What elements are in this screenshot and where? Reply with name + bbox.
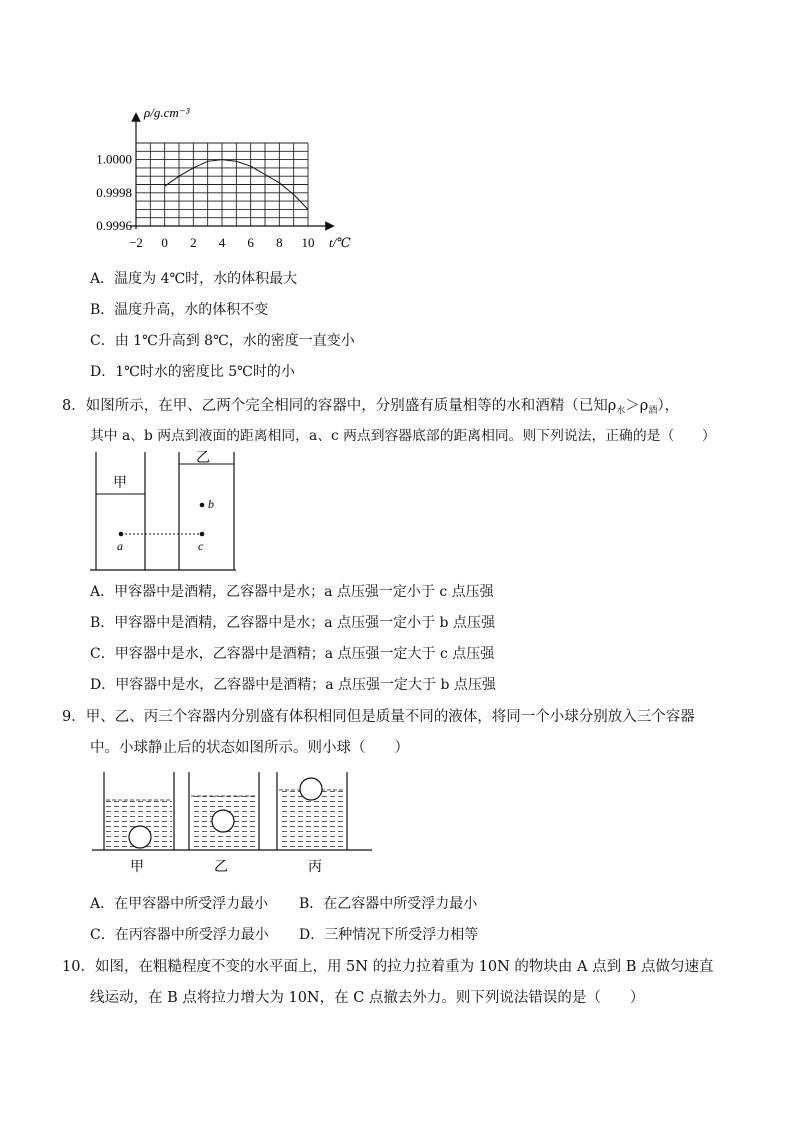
container-yi-label: 乙	[196, 451, 210, 466]
chart-grid	[136, 143, 308, 226]
x-tick-label: 4	[218, 235, 226, 250]
q10-stem-line2: 线运动，在 B 点将拉力增大为 10N，在 C 点撤去外力。则下列说法错误的是（ ）	[90, 990, 645, 1006]
x-axis-label: t/℃	[329, 235, 351, 250]
container-yi-label: 乙	[214, 860, 228, 875]
q7-option-d[interactable]: D．1℃时水的密度比 5℃时的小	[90, 364, 295, 380]
q8-stem-line2: 其中 a、b 两点到液面的距离相同，a、c 两点到容器底部的距离相同。则下列说法，正确的是（ ）	[90, 428, 716, 444]
q10-stem-line1: 10．如图，在粗糙程度不变的水平面上，用 5N 的拉力拉着重为 10N 的物块由 A 点到 B 点做匀速直	[62, 959, 714, 975]
point-c-label: c	[198, 539, 204, 553]
q9-option-b[interactable]: B．在乙容器中所受浮力最小	[299, 896, 478, 912]
y-tick-label: 0.9996	[96, 218, 132, 233]
q7-option-b[interactable]: B．温度升高，水的体积不变	[90, 302, 269, 318]
q7-option-c[interactable]: C．由 1℃升高到 8℃，水的密度一直变小	[90, 333, 355, 349]
q9-option-a[interactable]: A．在甲容器中所受浮力最小	[90, 896, 269, 912]
x-tick-label: 2	[190, 235, 197, 250]
q8-option-c[interactable]: C．甲容器中是水，乙容器中是酒精；a 点压强一定大于 c 点压强	[90, 646, 495, 662]
q9-option-c[interactable]: C．在丙容器中所受浮力最小	[90, 927, 269, 943]
q8-option-d[interactable]: D．甲容器中是水，乙容器中是酒精；a 点压强一定大于 b 点压强	[90, 677, 496, 693]
q9-stem-line2: 中。小球静止后的状态如图所示。则小球（ ）	[90, 740, 409, 756]
density-temperature-chart	[90, 95, 370, 255]
x-tick-label: 6	[247, 235, 254, 250]
point-a-label: a	[117, 539, 123, 553]
x-tick-label: −2	[129, 235, 143, 250]
y-axis-label: ρ/g.cm⁻³	[144, 105, 190, 120]
container-bing-label: 丙	[308, 860, 322, 875]
q8-containers-figure	[90, 450, 250, 574]
x-tick-label: 10	[301, 235, 315, 250]
y-tick-label: 1.0000	[96, 151, 132, 167]
q9-option-d[interactable]: D．三种情况下所受浮力相等	[299, 927, 479, 943]
x-tick-label: 0	[161, 235, 168, 250]
point-b-label: b	[208, 497, 214, 511]
y-tick-label: 0.9998	[96, 184, 132, 200]
x-tick-label: 8	[276, 235, 283, 250]
q7-option-a[interactable]: A．温度为 4℃时，水的体积最大	[90, 271, 298, 287]
container-jia-label: 甲	[113, 476, 127, 491]
q8-option-a[interactable]: A．甲容器中是酒精，乙容器中是水；a 点压强一定小于 c 点压强	[90, 584, 494, 600]
q9-containers-figure	[90, 764, 375, 879]
q8-option-b[interactable]: B．甲容器中是酒精，乙容器中是水；a 点压强一定小于 b 点压强	[90, 615, 495, 631]
q8-stem-line1: 8．如图所示，在甲、乙两个完全相同的容器中，分别盛有质量相等的水和酒精（已知$\rho_水>\rho_酒$），	[62, 398, 680, 416]
q9-stem-line1: 9．甲、乙、丙三个容器内分别盛有体积相同但是质量不同的液体，将同一个小球分别放入三个容器	[62, 709, 695, 725]
container-jia-label: 甲	[130, 860, 144, 875]
